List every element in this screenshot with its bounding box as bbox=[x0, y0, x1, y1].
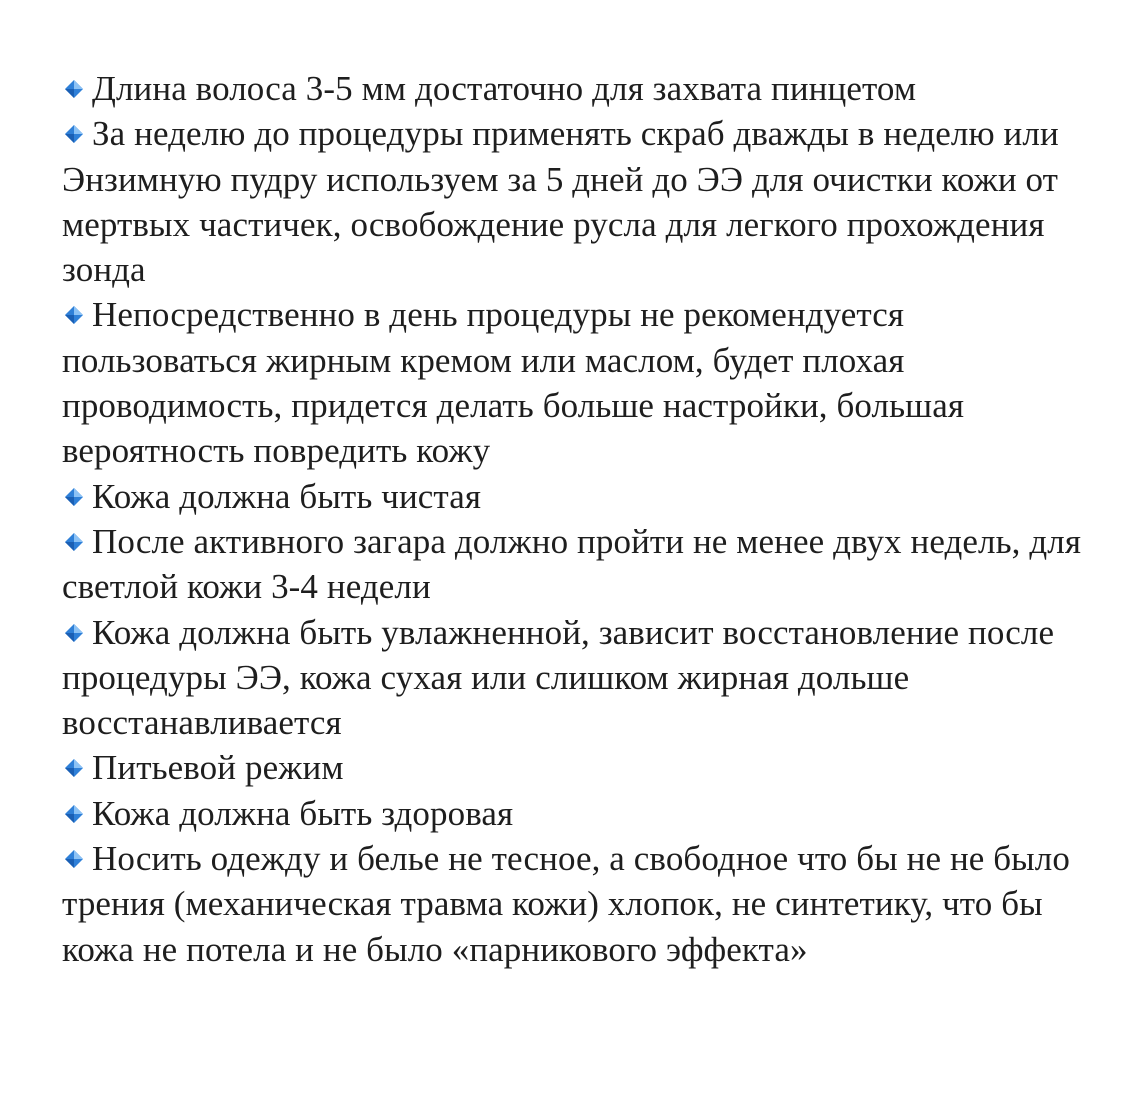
list-item bbox=[62, 474, 1092, 519]
small-blue-diamond-icon bbox=[62, 802, 86, 826]
list-item-text: Носить одежду и белье не тесное, а свободное что бы не не было трения (механическая травма кожи) хлопок, не синтетику, что бы кожа не потела и не было «парникового эффекта» bbox=[62, 839, 1070, 969]
list-item-text: Кожа должна быть чистая bbox=[92, 476, 482, 516]
bullet-list bbox=[62, 66, 1092, 972]
list-item bbox=[62, 292, 1092, 473]
small-blue-diamond-icon bbox=[62, 847, 86, 871]
list-item-text: Кожа должна быть увлажненной, зависит восстановление после процедуры ЭЭ, кожа сухая или слишком жирная дольше восстанавливается bbox=[62, 612, 1055, 743]
list-item bbox=[62, 610, 1092, 746]
list-item bbox=[62, 791, 1092, 836]
list-item-text: Непосредственно в день процедуры не рекомендуется пользоваться жирным кремом или маслом, будет плохая проводимость, придется делать больше настройки, большая вероятность повредить кожу bbox=[62, 295, 965, 471]
list-item-text: Питьевой режим bbox=[92, 748, 344, 788]
list-item-text: После активного загара должно пройти не менее двух недель, для светлой кожи 3-4 недели bbox=[62, 521, 1082, 607]
list-item bbox=[62, 111, 1092, 292]
small-blue-diamond-icon bbox=[62, 122, 86, 146]
list-item bbox=[62, 519, 1092, 610]
small-blue-diamond-icon bbox=[62, 485, 86, 509]
list-item-text: Длина волоса 3-5 мм достаточно для захвата пинцетом bbox=[92, 69, 917, 108]
small-blue-diamond-icon bbox=[62, 621, 86, 645]
list-item bbox=[62, 836, 1092, 972]
list-item-text: Кожа должна быть здоровая bbox=[92, 793, 514, 833]
small-blue-diamond-icon bbox=[62, 756, 86, 780]
small-blue-diamond-icon bbox=[62, 303, 86, 327]
small-blue-diamond-icon bbox=[62, 530, 86, 554]
small-blue-diamond-icon bbox=[62, 77, 86, 101]
list-item bbox=[62, 745, 1092, 790]
list-item-text: За неделю до процедуры применять скраб дважды в неделю или Энзимную пудру используем за 5 дней до ЭЭ для очистки кожи от мертвых частичек, освобождение русла для легкого прохождения зонда bbox=[62, 114, 1059, 290]
list-item bbox=[62, 66, 1092, 111]
